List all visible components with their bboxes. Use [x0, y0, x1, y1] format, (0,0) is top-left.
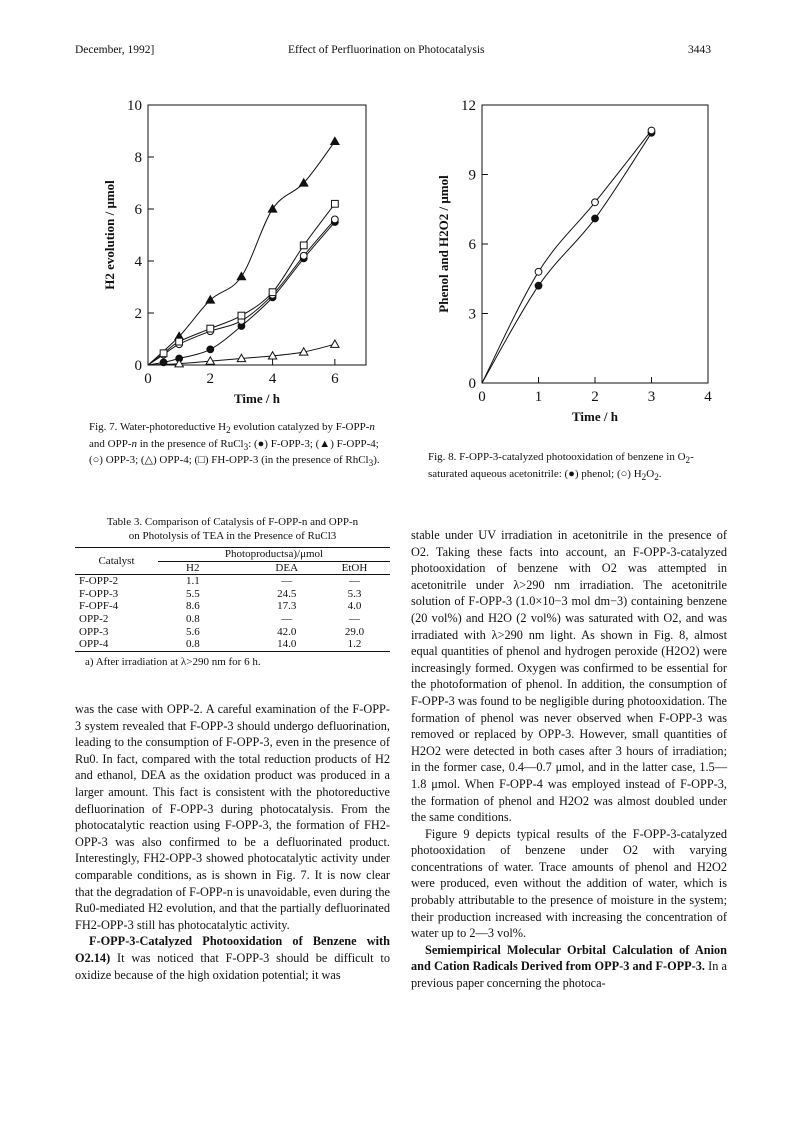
- table3-body: [75, 575, 390, 651]
- table3-col-group: Photoproductsa)/μmol: [158, 548, 390, 561]
- header-left: December, 1992]: [75, 44, 155, 56]
- fig7-series-0-point: [207, 346, 214, 353]
- table-cell: F-OPP-2: [79, 575, 119, 588]
- table-row: [75, 613, 390, 626]
- fig7-y-tick-label: 10: [127, 98, 142, 114]
- fig7-series-1-point: [331, 137, 339, 144]
- fig8-y-tick-label: 9: [468, 167, 476, 184]
- table-cell: 5.5: [186, 587, 200, 600]
- table-row: [75, 588, 390, 601]
- table-cell: —: [348, 612, 360, 625]
- table-cell: OPP-4: [79, 638, 109, 651]
- fig7-series-4-point: [176, 338, 183, 345]
- table-row: [75, 638, 390, 651]
- fig7-series-4-point: [160, 350, 167, 357]
- fig7-series-4-point: [331, 200, 338, 207]
- table-cell: 4.0: [347, 600, 362, 613]
- fig8-plot-frame: [482, 105, 708, 383]
- table3-title: [75, 516, 390, 543]
- fig7-series-2-point: [300, 252, 307, 259]
- fig8-caption: Fig. 8. F-OPP-3-catalyzed photooxidation of benzene in $O_2$-saturated aqueous acetonitrile: (●) phenol; (○) $H_2O_2$.: [428, 451, 694, 482]
- fig8-x-axis-label: Time / h: [572, 409, 618, 424]
- fig8-y-tick-label: 3: [468, 306, 476, 323]
- section-heading-mo-calculation: Semiempirical Molecular Orbital Calculation of Anion and Cation Radicals Derived from OPP-3 and F-OPP-3.: [411, 942, 727, 974]
- fig7-svg: [60, 95, 360, 415]
- fig8-y-axis-label: Phenol and H2O2 / μmol: [436, 175, 451, 313]
- fig7-series-1-point: [206, 296, 214, 303]
- fig7-x-axis-label: Time / h: [234, 391, 280, 406]
- right-column-text: [411, 527, 727, 992]
- fig7-caption: Fig. 7. Water-photoreductive $H_2$ evolution catalyzed by F-OPP-n and OPP-n in the presence of RuCl$_3$: (●) F-OPP-3; (▲) F-OPP-4; (○) OPP-3; (△) OPP-4; (□) FH-OPP-3 (in the presence of RhCl$_3$).: [89, 421, 380, 469]
- left-paragraph-1: was the case with OPP-2. A careful examination of the F-OPP-3 system revealed that F-OPP-3 should undergo defluorination, leading to the consumption of F-OPP-3, even in the presence of Ru0. In fact, compared with the total reduction products of H2 and ethanol, DEA as the oxidation product was produced in a larger amount. This fact is consistent with the photoreductive defluorination of F-OPP-3 during photocatalysis. From the photocatalytic reaction using F-OPP-3, the formation of FH2-OPP-3 was also confirmed to be a defluorinated product. Interestingly, FH2-OPP-3 showed photocatalytic activity under comparable conditions, as is shown in Fig. 7. It is now clear that the degradation of F-OPP-n is unavoidable, even during the Ru0-mediated H2 evolution, and that the partially defluorinated FH2-OPP-3 still has photocatalytic activity.: [75, 702, 390, 932]
- fig8-y-tick-label: 6: [468, 237, 476, 253]
- table-cell: 5.3: [347, 587, 362, 600]
- fig7-x-tick-label: 6: [331, 371, 339, 387]
- fig7-series-4-point: [238, 312, 245, 319]
- table-cell: 24.5: [277, 587, 297, 600]
- table-row: [75, 600, 390, 613]
- left-column-text: [75, 701, 390, 983]
- fig7-y-tick-label: 8: [134, 150, 142, 166]
- table-cell: 0.8: [186, 638, 200, 651]
- fig8-series-1-line: [482, 130, 652, 383]
- table3: [75, 547, 390, 669]
- table-cell: 29.0: [344, 625, 365, 638]
- fig7-x-tick-label: 2: [206, 371, 215, 387]
- table-cell: OPP-2: [79, 612, 109, 625]
- table-row: [75, 626, 390, 639]
- table-cell: 17.3: [277, 600, 297, 613]
- table-cell: OPP-3: [79, 625, 109, 638]
- fig7-series-1-point: [268, 205, 276, 212]
- fig7-x-tick-label: 4: [268, 371, 277, 387]
- right-paragraph-1: stable under UV irradiation in acetonitrile in the presence of O2. Taking these facts into account, an F-OPP-3-catalyzed photooxidation of benzene with O2 was attempted in acetonitrile under λ>290 nm irradiation. The acetonitrile solution of F-OPP-3 (1.0×10−3 mol dm−3) containing benzene (20 vol%) and H2O (2 vol%) was saturated with O2, and was irradiated with λ>290 nm light. As shown in Fig. 8, almost equal quantities of phenol and hydrogen peroxide (H2O2) were increasingly formed. Oxygen was confirmed to be essential for the photoformation of phenol. In addition, the consumption of F-OPP-3 was found to be negligible during photooxidation. The formation of phenol was never observed when F-OPP-3 was removed or replaced by OPP-3. However, small quantities of H2O2 were detected in both cases after 3 hours of irradiation; in the former case, 0.4—0.7 μmol, and in the latter case, 1.5—1.8 μmol. When F-OPP-4 was employed instead of F-OPP-3, the formation of phenol and H2O2 was almost doubled under the same conditions.: [411, 528, 727, 825]
- fig7-y-tick-label: 6: [134, 202, 142, 218]
- fig7-series-4-point: [300, 242, 307, 249]
- fig8-x-tick-label: 0: [478, 389, 486, 405]
- fig7-series-1-point: [237, 272, 245, 279]
- table3-grid: [75, 548, 390, 651]
- section-heading-photooxidation: F-OPP-3-Catalyzed Photooxidation of Benzene with O2.14): [75, 934, 390, 965]
- fig7-series-2-point: [331, 216, 338, 223]
- table-cell: —: [348, 575, 360, 588]
- table-cell: 1.2: [347, 638, 362, 651]
- fig7-series-1-line: [148, 141, 335, 365]
- table-cell: F-OPF-4: [79, 600, 119, 613]
- table3-col-h2: H2: [186, 561, 200, 574]
- fig7-series-3-point: [331, 340, 339, 347]
- right-paragraph-3: In a previous paper concerning the photoca-: [411, 959, 727, 991]
- table3-col-catalyst: Catalyst: [98, 554, 135, 567]
- table-cell: 5.6: [186, 625, 200, 638]
- table3-col-etoh: EtOH: [341, 561, 368, 574]
- fig7-series-4-point: [207, 325, 214, 332]
- fig8-series-1-point: [648, 127, 655, 134]
- fig7-y-tick-label: 4: [134, 254, 142, 270]
- header-title: Effect of Perfluorination on Photocatalysis: [288, 44, 485, 56]
- table-cell: —: [281, 575, 293, 588]
- fig8-series-0-point: [535, 282, 542, 289]
- fig8-x-tick-label: 4: [704, 389, 712, 405]
- fig8-series-1-point: [592, 199, 599, 206]
- table-cell: 14.0: [277, 638, 297, 651]
- fig8-series-0-line: [482, 133, 652, 383]
- table3-col-dea: DEA: [275, 561, 299, 574]
- right-paragraph-2: Figure 9 depicts typical results of the F-OPP-3-catalyzed photooxidation of benzene under O2 with varying concentrations of water. Trace amounts of phenol and H2O2 were produced, even without the addition of water, which is probably attributable to the presence of moisture in the system; their production increased with increasing the concentration of water up to 2—3 vol%.: [411, 826, 727, 941]
- table3-title-line2: on Photolysis of TEA in the Presence of RuCl3: [128, 529, 337, 542]
- table-cell: 0.8: [186, 612, 200, 625]
- fig7-x-tick-label: 0: [144, 371, 152, 387]
- table3-title-line1: Table 3. Comparison of Catalysis of F-OPP-n and OPP-n: [106, 516, 359, 528]
- fig8-svg: [420, 95, 730, 440]
- fig7-series-4-point: [269, 289, 276, 296]
- fig8-x-tick-label: 3: [647, 389, 656, 405]
- table-cell: 8.6: [186, 600, 200, 613]
- fig8-series-0-point: [592, 215, 599, 222]
- fig7-y-tick-label: 0: [134, 358, 142, 374]
- page-number: 3443: [688, 44, 711, 56]
- table-row: [75, 575, 390, 588]
- table-cell: —: [281, 612, 293, 625]
- fig8-x-tick-label: 2: [591, 389, 599, 405]
- fig8-chart: [420, 95, 730, 440]
- fig7-y-tick-label: 2: [134, 306, 142, 322]
- table3-footnote: a) After irradiation at λ>290 nm for 6 h.: [85, 655, 261, 668]
- table-cell: 1.1: [186, 575, 200, 588]
- fig8-x-tick-label: 1: [534, 389, 543, 405]
- fig7-y-axis-label: H2 evolution / μmol: [102, 180, 117, 290]
- fig7-chart: [60, 95, 360, 415]
- fig8-y-tick-label: 0: [468, 376, 476, 392]
- fig8-series-1-point: [535, 268, 542, 275]
- left-paragraph-2: It was noticed that F-OPP-3 should be difficult to oxidize because of the high oxidation potential; it was: [75, 950, 390, 982]
- table-cell: F-OPP-3: [79, 587, 119, 600]
- fig8-y-tick-label: 12: [461, 98, 476, 114]
- table-cell: 42.0: [277, 625, 297, 638]
